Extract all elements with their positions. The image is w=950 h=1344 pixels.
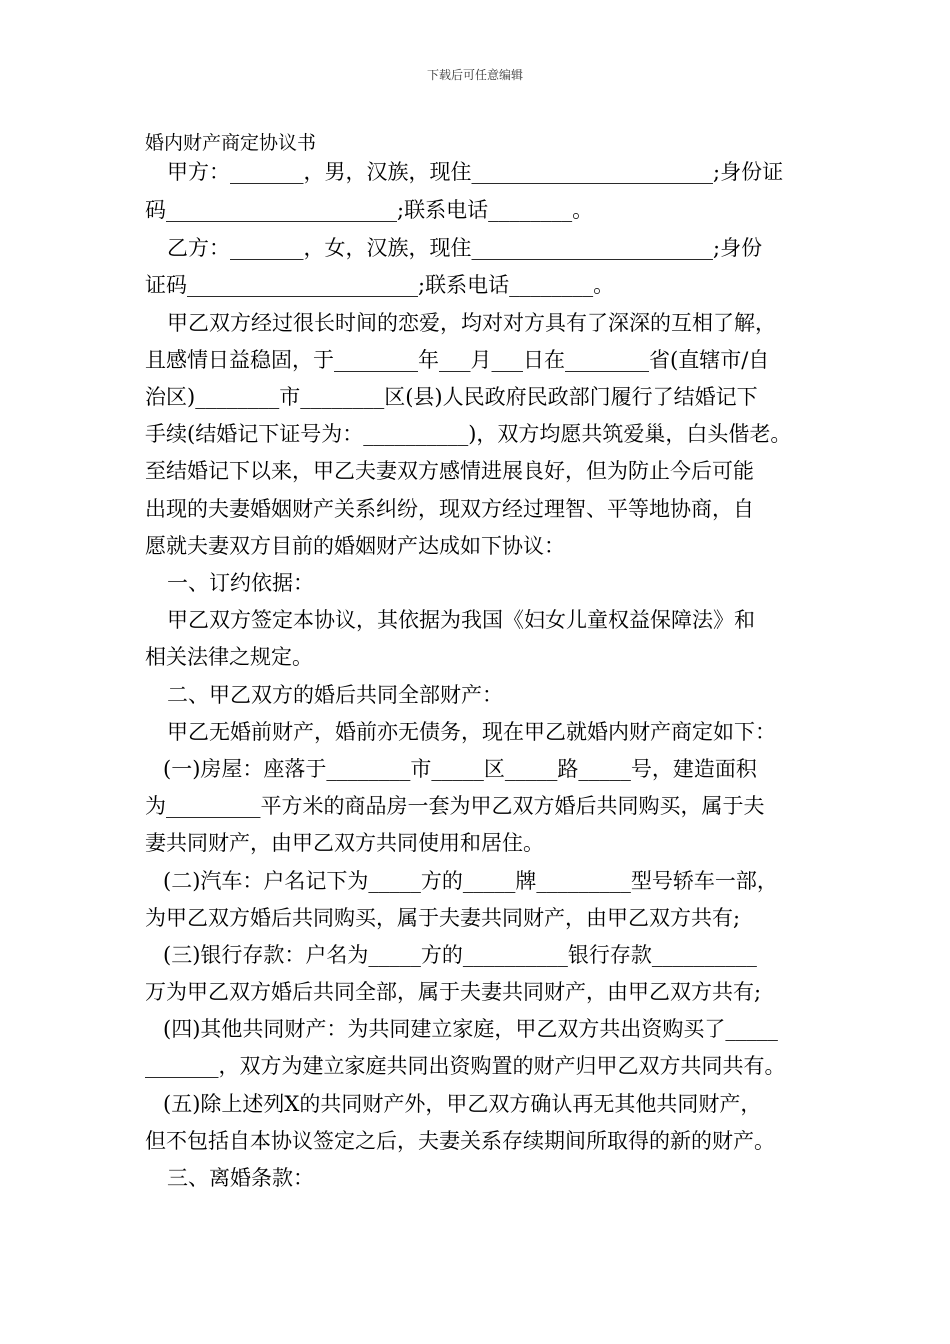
paragraph-line: 甲乙双方签定本协议，其依据为我国《妇女儿童权益保障法》和 [167, 608, 755, 632]
paragraph-line: _______，双方为建立家庭共同出资购置的财产归甲乙双方共同共有。 [145, 1054, 786, 1078]
paragraph-line: 乙方：_______，女，汉族，现住_______________________;身份 [167, 236, 763, 260]
paragraph-line: (二)汽车：户名记下为_____方的_____牌_________型号轿车一部， [163, 869, 778, 893]
paragraph-line: 妻共同财产，由甲乙双方共同使用和居住。 [145, 831, 544, 855]
paragraph-line: 万为甲乙双方婚后共同全部，属于夫妻共同财产，由甲乙双方共有; [145, 980, 762, 1004]
paragraph-line: 为_________平方米的商品房一套为甲乙双方婚后共同购买，属于夫 [145, 794, 765, 818]
paragraph-line: 甲方：_______，男，汉族，现住_______________________;身份证 [167, 160, 784, 184]
paragraph-line: (四)其他共同财产：为共同建立家庭，甲乙双方共出资购买了_____ [163, 1017, 778, 1041]
document-title: 婚内财产商定协议书 [145, 132, 317, 154]
paragraph-line: 证码______________________;联系电话________。 [145, 273, 615, 297]
paragraph-line: 出现的夫妻婚姻财产关系纠纷，现双方经过理智、平等地协商，自 [145, 497, 754, 521]
paragraph-line: 甲乙双方经过很长时间的恋爱，均对对方具有了深深的互相了解， [167, 311, 776, 335]
section-heading: 二、甲乙双方的婚后共同全部财产： [167, 683, 503, 707]
paragraph-line: 相关法律之规定。 [145, 645, 313, 669]
paragraph-line: 甲乙无婚前财产，婚前亦无债务，现在甲乙就婚内财产商定如下： [167, 720, 776, 744]
paragraph-line: 手续(结婚记下证号为：__________)，双方均愿共筑爱巢，白头偕老。 [145, 422, 792, 446]
page-header: 下载后可任意编辑 [426, 68, 523, 82]
paragraph-line: 至结婚记下以来，甲乙夫妻双方感情进展良好，但为防止今后可能 [145, 459, 754, 483]
paragraph-line: 愿就夫妻双方目前的婚姻财产达成如下协议： [145, 534, 565, 558]
paragraph-line: 且感情日益稳固，于________年___月___日在________省(直辖市/自 [145, 348, 770, 372]
paragraph-line: (三)银行存款：户名为_____方的__________银行存款__________ [163, 943, 757, 967]
paragraph-line: 治区)________市________区(县)人民政府民政部门履行了结婚记下 [145, 385, 758, 409]
paragraph-line: (一)房屋：座落于________市_____区_____路_____号，建造面积 [163, 757, 757, 781]
paragraph-line: (五)除上述列X的共同财产外，甲乙双方确认再无其他共同财产， [163, 1092, 762, 1116]
section-heading: 三、离婚条款： [167, 1166, 314, 1190]
paragraph-line: 为甲乙双方婚后共同购买，属于夫妻共同财产，由甲乙双方共有; [145, 906, 741, 930]
section-heading: 一、订约依据： [167, 571, 314, 595]
paragraph-line: 但不包括自本协议签定之后，夫妻关系存续期间所取得的新的财产。 [145, 1129, 775, 1153]
paragraph-line: 码______________________;联系电话________。 [145, 198, 594, 222]
